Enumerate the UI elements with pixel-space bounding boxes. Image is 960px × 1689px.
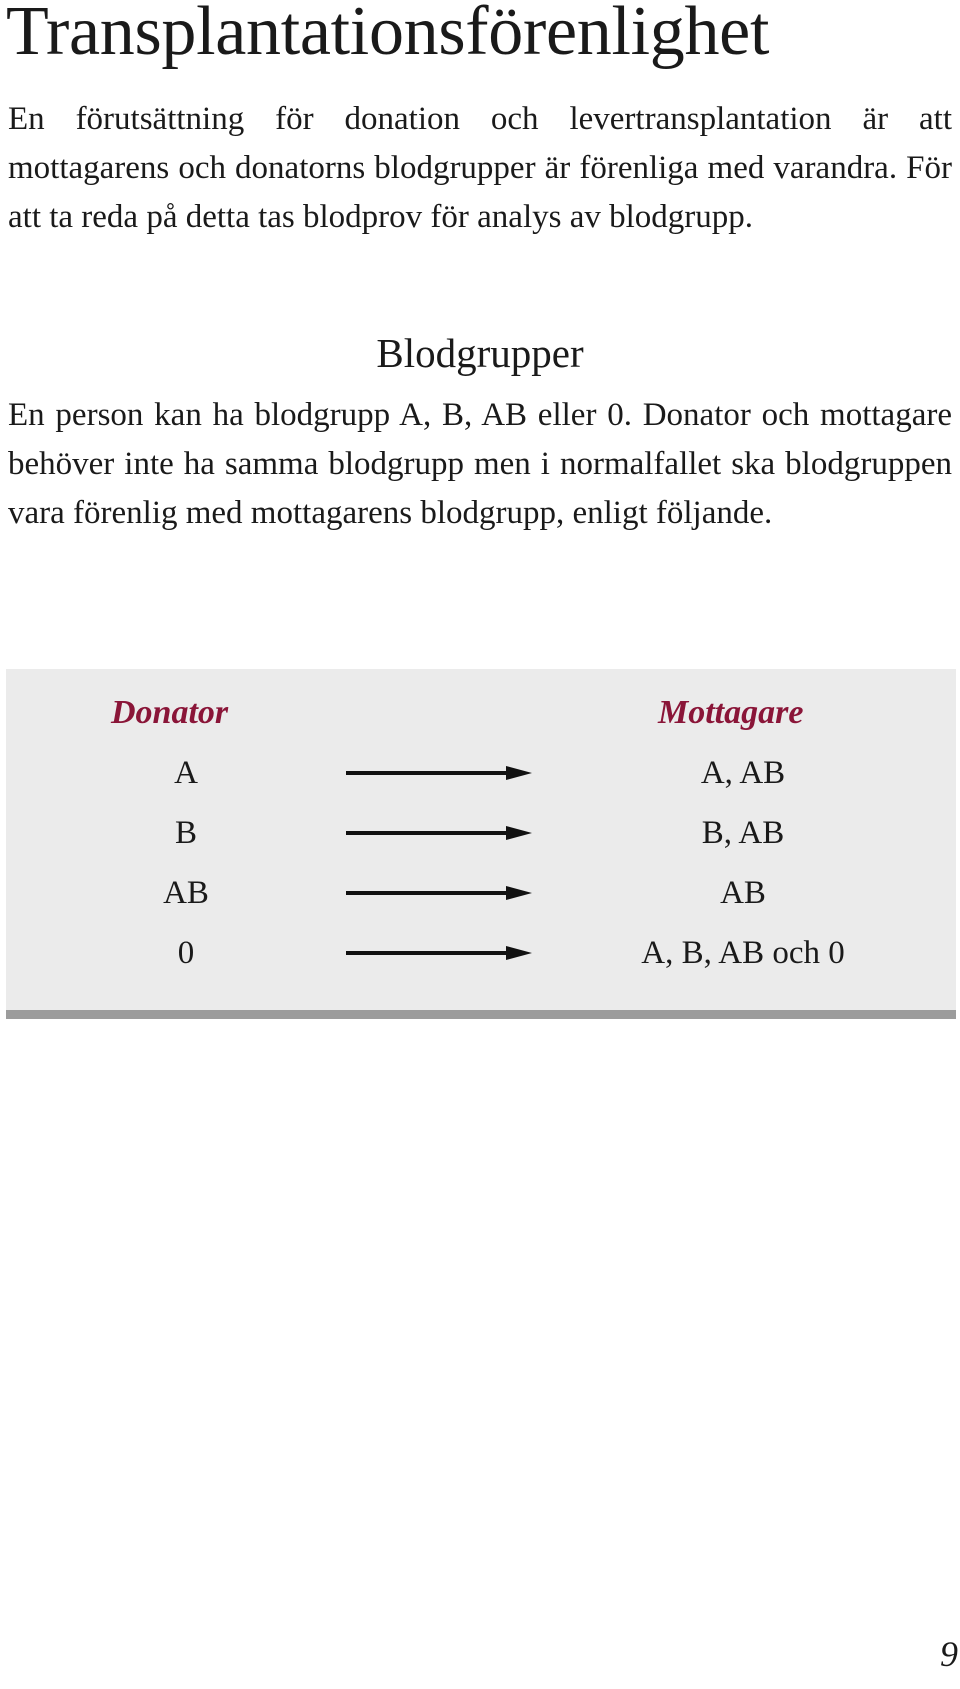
compatibility-row <box>6 749 956 797</box>
compatibility-row <box>6 869 956 917</box>
recipient-blood-groups: B, AB <box>701 815 785 851</box>
section-heading: Blodgrupper <box>376 330 584 376</box>
recipient-column-header: Mottagare <box>658 694 804 731</box>
donor-blood-group: B <box>174 815 197 851</box>
arrow-right-icon <box>346 825 532 841</box>
intro-paragraph: En förutsättning för donation och levertransplantation är att mottagarens och donatorns blodgrupper är förenliga med varandra. För att ta reda på detta tas blodprov för analys av blodgrupp. <box>8 101 952 235</box>
recipient-blood-groups: A, B, AB och 0 <box>641 935 845 971</box>
donor-blood-group: AB <box>163 875 209 911</box>
donor-blood-group: A <box>174 755 198 791</box>
compatibility-row <box>6 929 956 977</box>
compatibility-row <box>6 809 956 857</box>
recipient-blood-groups: A, AB <box>700 755 786 791</box>
arrow-right-icon <box>346 885 532 901</box>
page-title: Transplantationsförenlighet <box>6 0 770 70</box>
arrow-right-icon <box>346 765 532 781</box>
recipient-blood-groups: AB <box>720 875 766 911</box>
arrow-right-icon <box>346 945 532 961</box>
compatibility-panel <box>6 669 956 1019</box>
page-number: 9 <box>940 1634 958 1674</box>
donor-blood-group: 0 <box>177 935 195 971</box>
donor-column-header: Donator <box>111 694 229 731</box>
blood-group-paragraph: En person kan ha blodgrupp A, B, AB eller 0. Donator och mottagare behöver inte ha samma blodgrupp men i normalfallet ska blodgruppen vara förenlig med mottagarens blodgrupp, enligt följande. <box>8 397 952 531</box>
